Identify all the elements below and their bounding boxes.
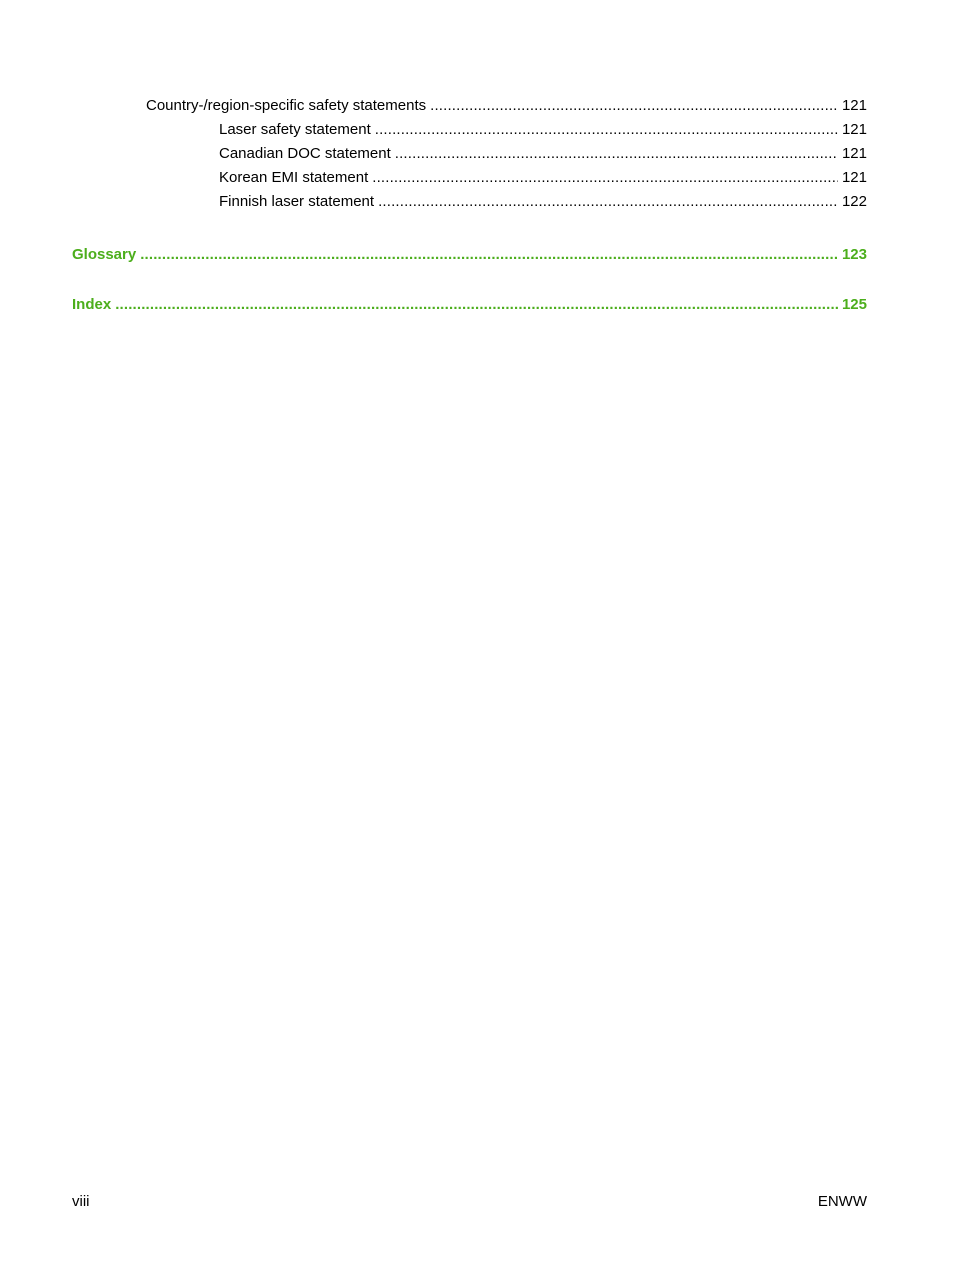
toc-entry-label: Country-/region-specific safety statements xyxy=(146,97,427,114)
toc-entry-page: 121 xyxy=(841,97,867,114)
toc-dot-leader xyxy=(115,296,838,314)
toc-dot-leader xyxy=(375,121,838,139)
toc-entry-label: Laser safety statement xyxy=(219,121,371,138)
toc-entry-korean-emi[interactable] xyxy=(219,169,867,187)
toc-entry-laser-safety[interactable] xyxy=(219,121,867,139)
toc-entry-page: 121 xyxy=(841,145,867,162)
toc-entry-page: 125 xyxy=(841,296,867,313)
toc-entry-label: Index xyxy=(72,296,112,313)
toc-entry-country-region-safety[interactable] xyxy=(146,97,867,115)
toc-dot-leader xyxy=(395,145,838,163)
toc-entry-finnish-laser[interactable] xyxy=(219,193,867,211)
toc-entry-index[interactable] xyxy=(72,296,867,314)
toc-dot-leader xyxy=(372,169,838,187)
toc-entry-label: Finnish laser statement xyxy=(219,193,375,210)
footer-doc-code: ENWW xyxy=(817,1193,867,1210)
toc-entry-label: Canadian DOC statement xyxy=(219,145,391,162)
toc-entry-glossary[interactable] xyxy=(72,246,867,264)
toc-entry-page: 121 xyxy=(841,169,867,186)
toc-entry-page: 121 xyxy=(841,121,867,138)
toc-dot-leader xyxy=(140,246,838,264)
toc-entry-page: 122 xyxy=(841,193,867,210)
toc-entry-canadian-doc[interactable] xyxy=(219,145,867,163)
footer-page-number: viii xyxy=(72,1193,90,1210)
toc-entry-label: Glossary xyxy=(72,246,137,263)
toc-entry-label: Korean EMI statement xyxy=(219,169,369,186)
toc-dot-leader xyxy=(378,193,838,211)
toc-dot-leader xyxy=(430,97,838,115)
toc-entry-page: 123 xyxy=(841,246,867,263)
